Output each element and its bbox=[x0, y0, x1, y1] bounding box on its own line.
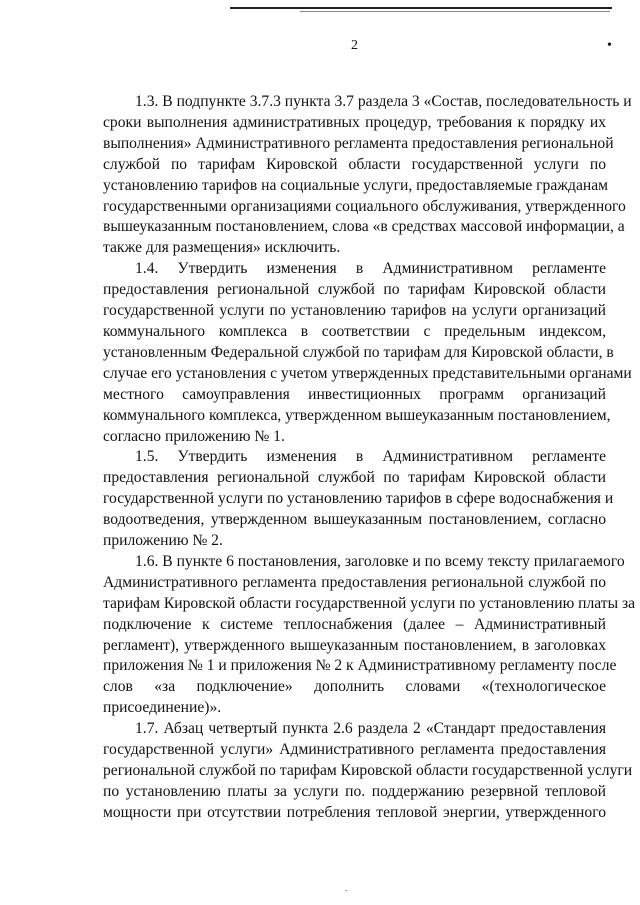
paragraph-1-3 bbox=[103, 92, 632, 259]
text-line: установлению тарифов на социальные услуги, предоставляемые гражданам bbox=[103, 176, 609, 194]
text-line: приложению № 2. bbox=[103, 532, 223, 550]
text-line: государственной услуги» Административного регламента предоставления bbox=[103, 741, 606, 759]
text-line: 1.6. В пункте 6 постановления, заголовке и по всему тексту прилагаемого bbox=[135, 552, 625, 570]
text-line: регламент), утвержденного вышеуказанным постановлением, в заголовках bbox=[103, 636, 606, 654]
text-line: 1.7. Абзац четвертый пункта 2.6 раздела 2 «Стандарт предоставления bbox=[135, 720, 606, 738]
text-line: выполнения» Административного регламента предоставления региональной bbox=[103, 134, 614, 152]
paragraph-1-6 bbox=[103, 552, 636, 719]
paragraph-1-4 bbox=[103, 259, 632, 447]
text-line: 1.5. Утвердить изменения в Административном регламенте bbox=[135, 448, 606, 466]
text-line: государственной услуги по установлению тарифов в сфере водоснабжения и bbox=[103, 490, 614, 508]
text-line: региональной службой по тарифам Кировской области государственной услуги bbox=[103, 762, 633, 779]
corner-mark: • bbox=[607, 38, 612, 53]
text-line: также для размещения» исключить. bbox=[103, 239, 341, 257]
text-line: случае его установления с учетом утвержденных представительными органами bbox=[103, 364, 632, 382]
text-line: коммунального комплекса, утвержденном вышеуказанным постановлением, bbox=[103, 406, 611, 424]
text-line: предоставления региональной службой по тарифам Кировской области bbox=[103, 469, 606, 487]
text-line: подключение к системе теплоснабжения (далее – Административный bbox=[103, 615, 606, 633]
text-line: присоединение)». bbox=[103, 699, 222, 717]
text-line: предоставления региональной службой по тарифам Кировской области bbox=[103, 281, 606, 299]
paragraph-1-5 bbox=[103, 447, 614, 552]
text-line: местного самоуправления инвестиционных программ организаций bbox=[103, 385, 606, 403]
text-line: по установлению платы за услуги по. поддержанию резервной тепловой bbox=[103, 782, 606, 800]
text-line: согласно приложению № 1. bbox=[103, 427, 285, 445]
text-line: приложения № 1 и приложения № 2 к Административному регламенту после bbox=[103, 657, 617, 675]
text-line: 1.3. В подпункте 3.7.3 пункта 3.7 раздела 3 «Состав, последовательность и bbox=[135, 93, 632, 110]
text-line: сроки выполнения административных процедур, требования к порядку их bbox=[103, 113, 606, 131]
paragraph-1-7 bbox=[103, 719, 633, 824]
page-number: 2 bbox=[351, 38, 358, 53]
text-line: 1.4. Утвердить изменения в Административном регламенте bbox=[135, 260, 606, 278]
scan-speck bbox=[345, 890, 347, 891]
text-line: государственными организациями социального обслуживания, утвержденного bbox=[103, 197, 626, 215]
text-line: установленным Федеральной службой по тарифам для Кировской области, в bbox=[103, 343, 614, 361]
text-line: вышеуказанным постановлением, слова «в средствах массовой информации, а bbox=[103, 218, 625, 236]
text-line: государственной услуги по установлению тарифов на услуги организаций bbox=[103, 302, 606, 320]
text-line: коммунального комплекса в соответствии с предельным индексом, bbox=[103, 322, 606, 340]
text-line: службой по тарифам Кировской области государственной услуги по bbox=[103, 155, 606, 173]
header-rule-secondary bbox=[300, 11, 610, 12]
text-line: мощности при отсутствии потребления тепловой энергии, утвержденного bbox=[103, 803, 606, 821]
text-line: слов «за подключение» дополнить словами «(технологическое bbox=[103, 678, 606, 696]
header-rule bbox=[230, 7, 612, 9]
text-line: тарифам Кировской области государственной услуги по установлению платы за bbox=[103, 594, 636, 612]
text-line: водоотведения, утвержденном вышеуказанным постановлением, согласно bbox=[103, 511, 606, 529]
document-body bbox=[103, 92, 636, 824]
text-line: Административного регламента предоставления региональной службой по bbox=[103, 573, 606, 591]
